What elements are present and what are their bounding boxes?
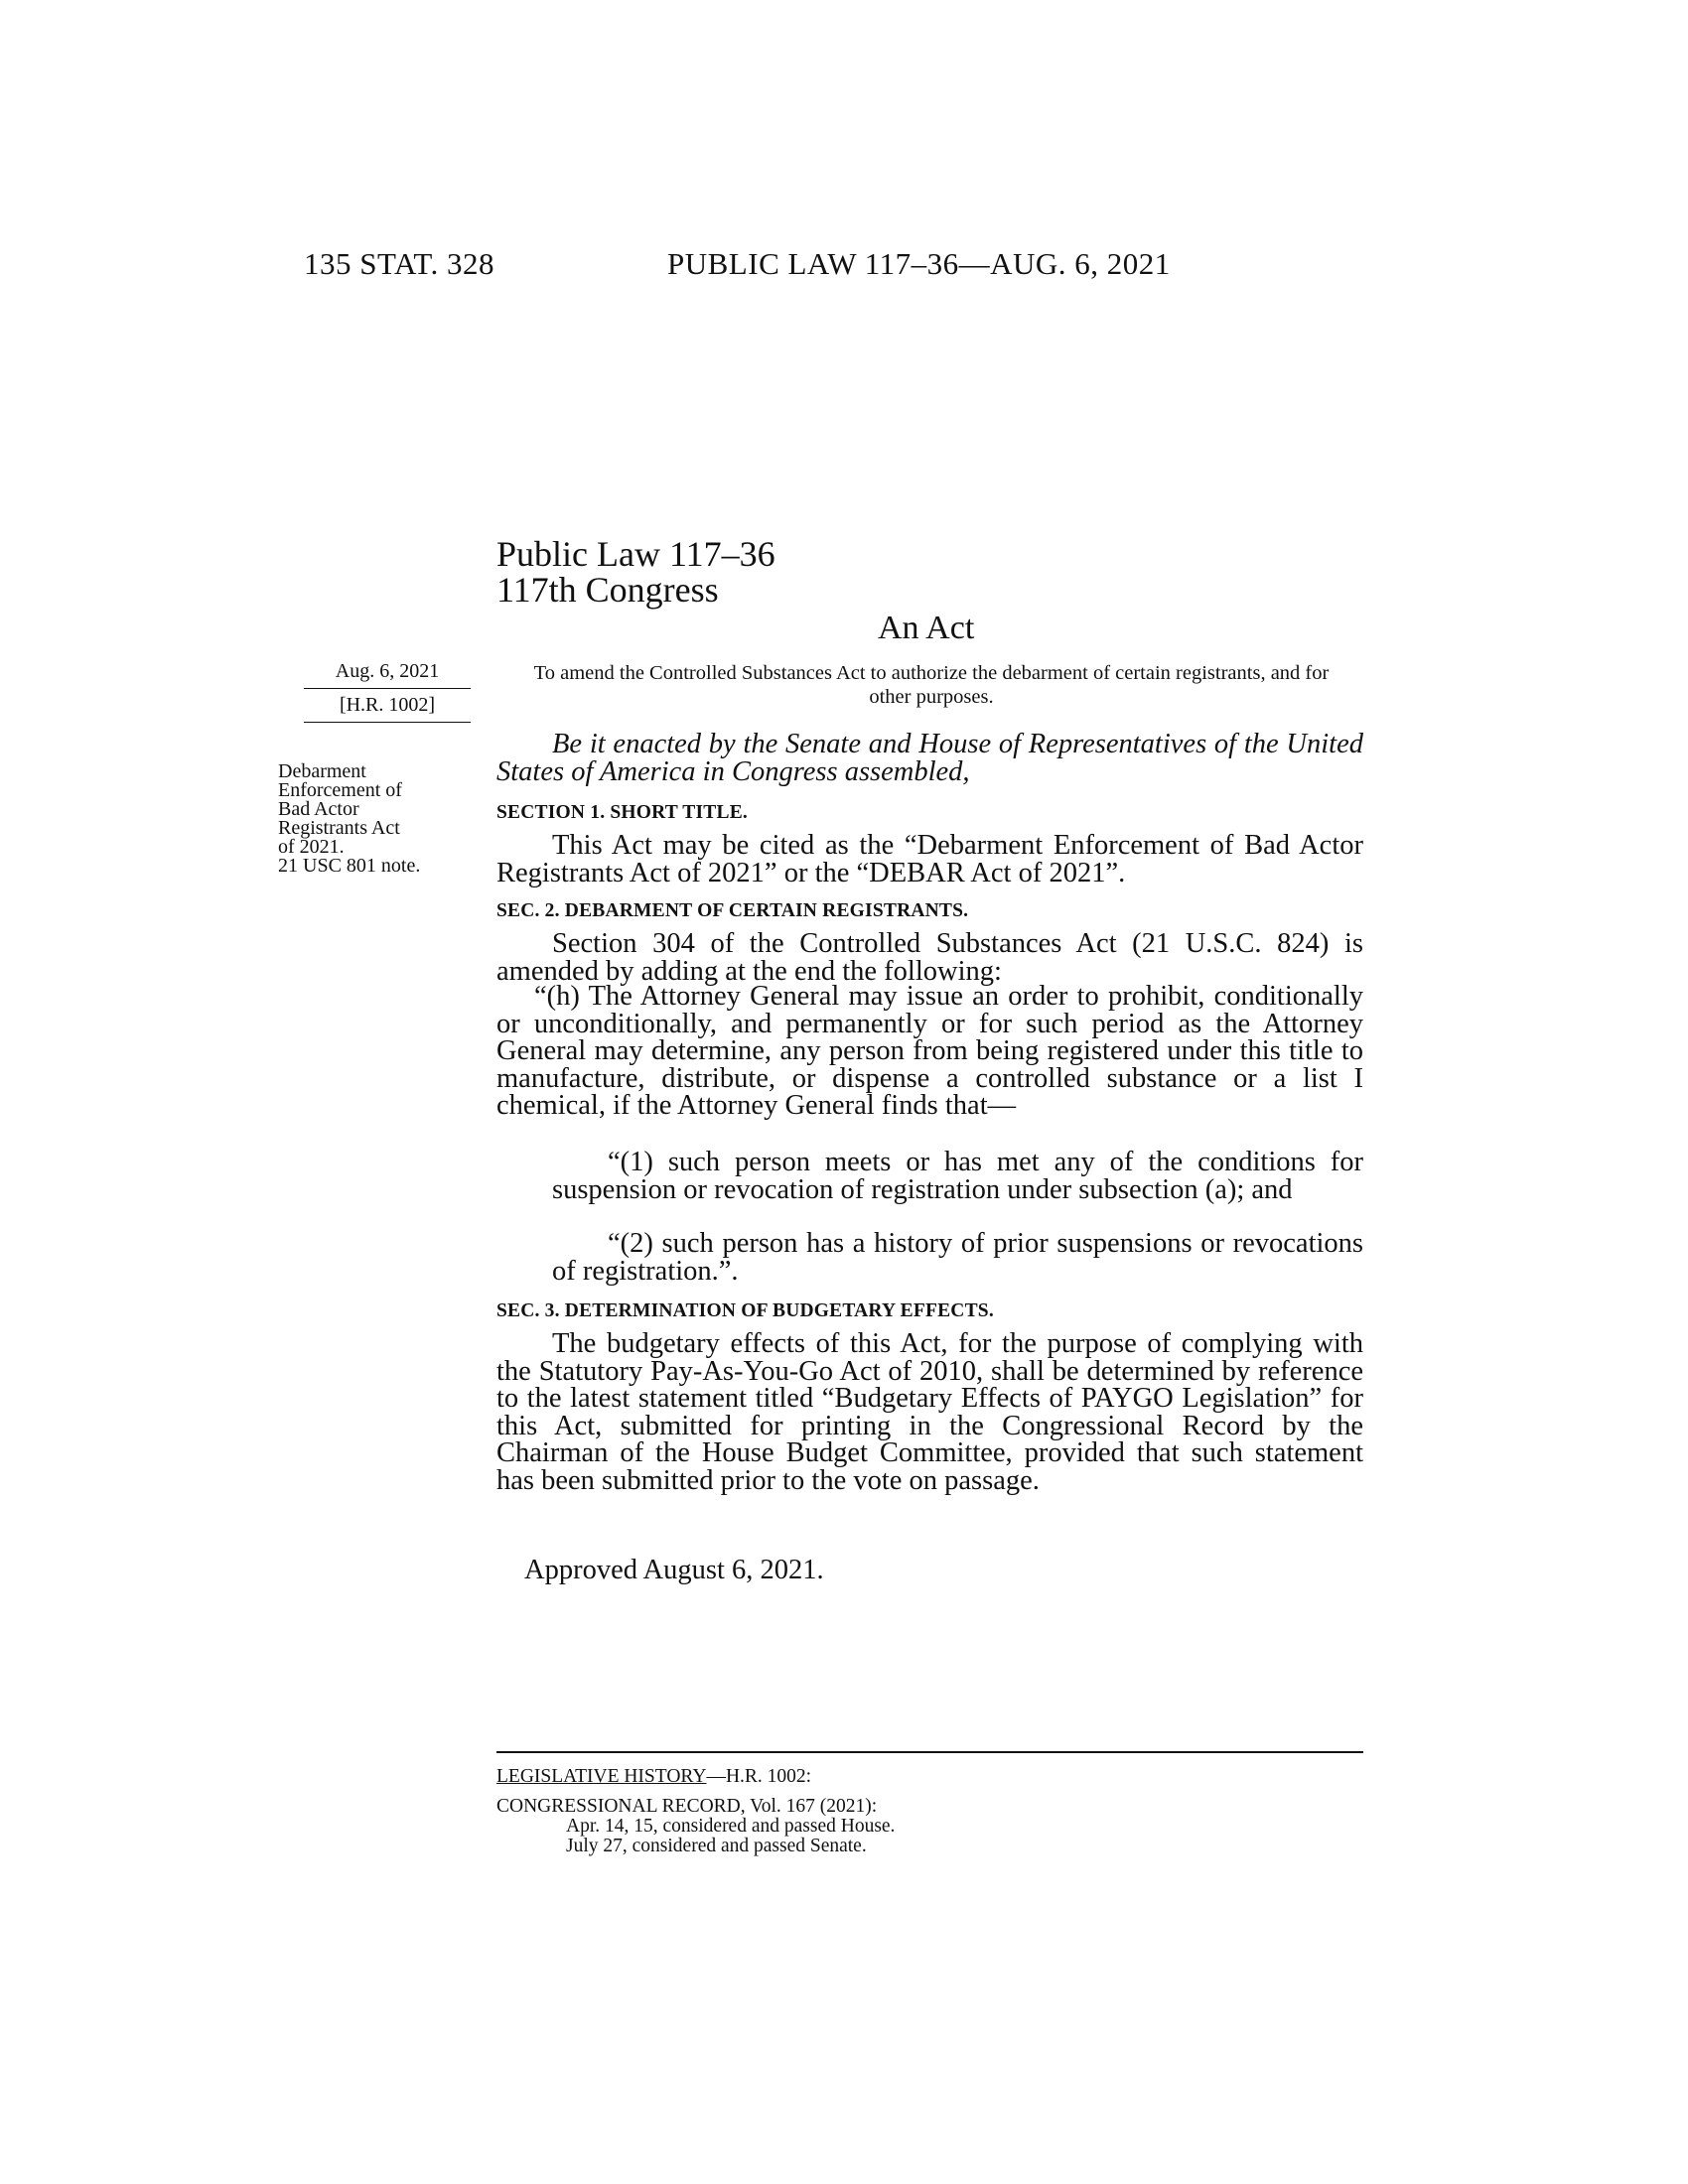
margin-note-line: of 2021. — [278, 836, 345, 858]
public-law-number: Public Law 117–36 — [496, 534, 775, 574]
congress-number: 117th Congress — [496, 570, 719, 610]
paragraph-2: “(2) such person has a history of prior suspensions or revocations of registration.”. — [552, 1228, 1363, 1287]
stat-page-number: 135 STAT. 328 — [304, 246, 495, 281]
margin-date-box — [304, 660, 471, 723]
margin-short-title-note — [278, 762, 477, 876]
act-purpose: To amend the Controlled Substances Act to authorize the debarment of certain registrants, and for other purposes. — [533, 662, 1330, 708]
running-header: PUBLIC LAW 117–36—AUG. 6, 2021 — [667, 246, 1171, 281]
margin-note-line: Bad Actor — [278, 798, 359, 820]
section-2-text: Section 304 of the Controlled Substances Act (21 U.S.C. 824) is amended by adding at the end the following: — [496, 928, 1363, 987]
margin-note-line: Registrants Act — [278, 817, 400, 839]
subsection-h: “(h) The Attorney General may issue an order to prohibit, conditionally or unconditionally, and permanently or for such period as the Attorney General may determine, any person from being registered under this title to manufacture, distribute, or dispense a controlled substance or a list I chemical, if the Attorney General finds that— — [496, 981, 1363, 1121]
congressional-record: CONGRESSIONAL RECORD, Vol. 167 (2021): — [496, 1796, 878, 1817]
legislative-history-title: LEGISLATIVE HISTORY—H.R. 1002: — [496, 1766, 812, 1787]
section-1-text: This Act may be cited as the “Debarment Enforcement of Bad Actor Registrants Act of 2021” or the “DEBAR Act of 2021”. — [496, 830, 1363, 888]
history-entry: July 27, considered and passed Senate. — [566, 1836, 867, 1856]
section-3-text: The budgetary effects of this Act, for the purpose of complying with the Statutory Pay-As-You-Go Act of 2010, shall be determined by reference to the latest statement titled “Budgetary Effects of PAYGO Legislation” for this Act, submitted for printing in the Congressional Record by the Chairman of the House Budget Committee, provided that such statement has been submitted prior to the vote on passage. — [496, 1328, 1363, 1496]
enacting-clause: Be it enacted by the Senate and House of Representatives of the United States of America in Congress assembled, — [496, 729, 1363, 787]
bill-number: [H.R. 1002] — [304, 689, 471, 723]
history-entry: Apr. 14, 15, considered and passed House. — [566, 1816, 896, 1837]
margin-note-line: Debarment — [278, 760, 366, 782]
paragraph-1: “(1) such person meets or has met any of the conditions for suspension or revocation of registration under subsection (a); and — [552, 1147, 1363, 1205]
section-2-heading: SEC. 2. DEBARMENT OF CERTAIN REGISTRANTS. — [496, 900, 969, 921]
margin-note-line: 21 USC 801 note. — [278, 855, 421, 877]
margin-note-line: Enforcement of — [278, 779, 402, 801]
approval-date: Approved August 6, 2021. — [524, 1555, 824, 1585]
footer-rule — [496, 1751, 1363, 1753]
enactment-date: Aug. 6, 2021 — [304, 660, 471, 689]
an-act-heading: An Act — [878, 610, 975, 646]
section-1-heading: SECTION 1. SHORT TITLE. — [496, 802, 748, 823]
section-3-heading: SEC. 3. DETERMINATION OF BUDGETARY EFFECTS. — [496, 1300, 994, 1321]
